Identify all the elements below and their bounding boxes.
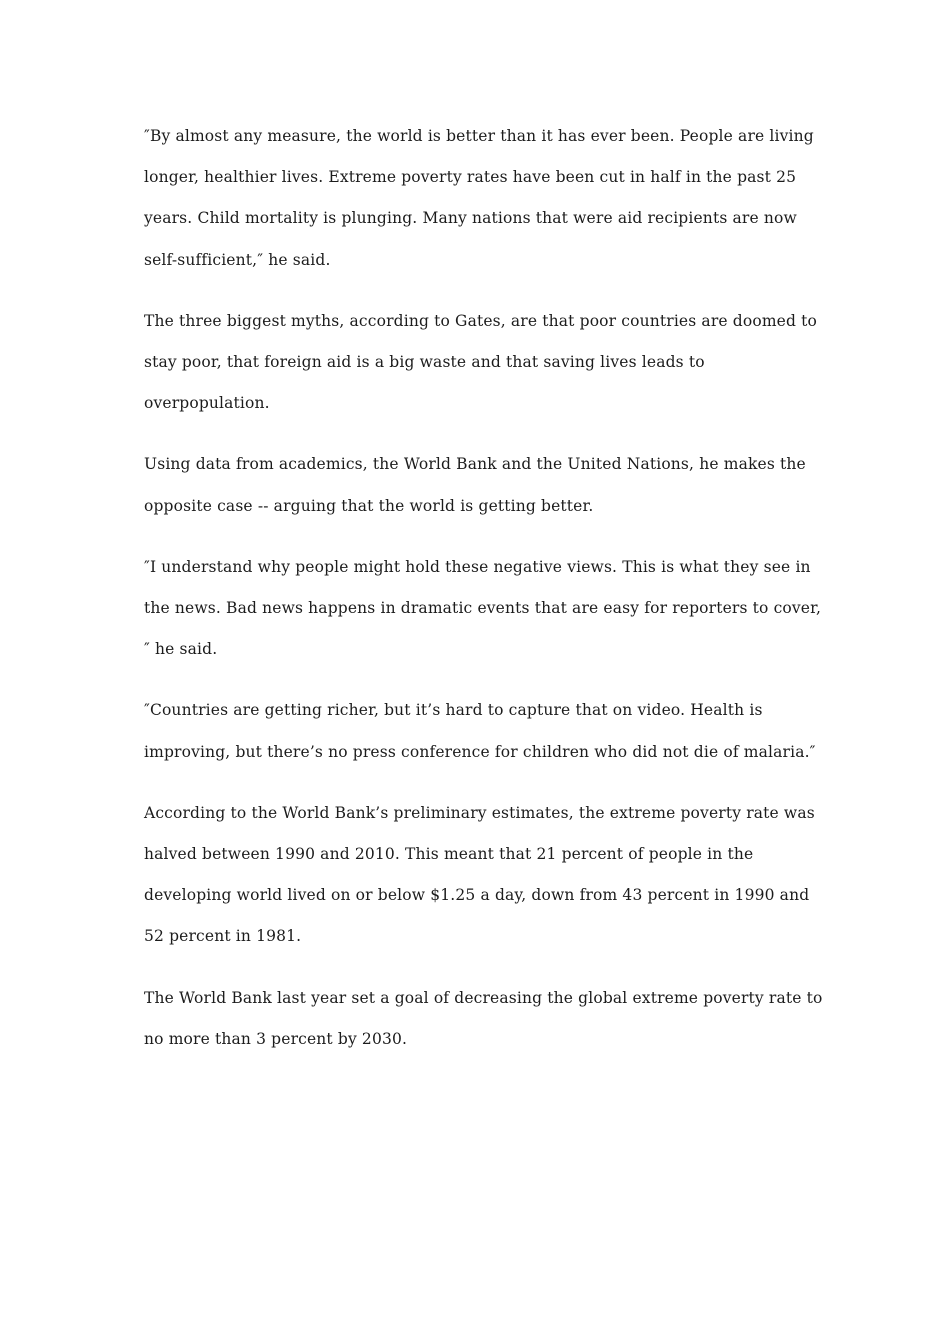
paragraph-7: The World Bank last year set a goal of decreasing the global extreme poverty rate to no more than 3 percent by 2030.	[144, 988, 823, 1048]
paragraph-1: ″By almost any measure, the world is better than it has ever been. People are living longer, healthier lives. Extreme poverty rates have been cut in half in the past 25 years. Child mortality is plunging. Many nations that were aid recipients are now self-sufficient,″ he said.	[144, 127, 814, 269]
paragraph-6: According to the World Bank’s preliminary estimates, the extreme poverty rate was halved between 1990 and 2010. This meant that 21 percent of people in the developing world lived on or below $1.25 a day, down from 43 percent in 1990 and 52 percent in 1981.	[144, 803, 815, 946]
document-body	[144, 116, 824, 1080]
paragraph-2: The three biggest myths, according to Gates, are that poor countries are doomed to stay poor, that foreign aid is a big waste and that saving lives leads to overpopulation.	[144, 311, 817, 413]
paragraph-3: Using data from academics, the World Bank and the United Nations, he makes the opposite case -- arguing that the world is getting better.	[144, 455, 806, 515]
paragraph-5: ″Countries are getting richer, but it’s hard to capture that on video. Health is improving, but there’s no press conference for children who did not die of malaria.″	[144, 701, 816, 761]
paragraph-4: ″I understand why people might hold these negative views. This is what they see in the news. Bad news happens in dramatic events that are easy for reporters to cover,″ he said.	[144, 557, 822, 659]
